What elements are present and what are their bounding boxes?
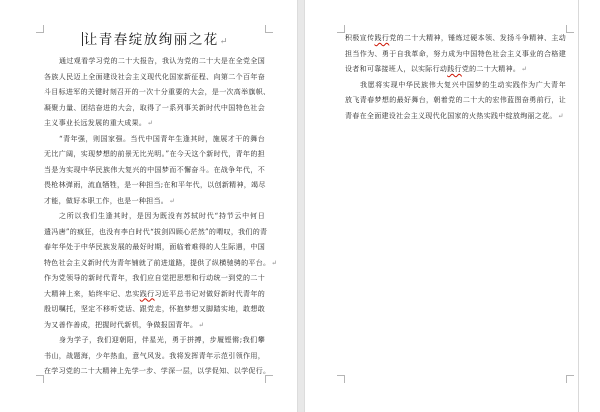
- text-line[interactable]: [44, 132, 265, 148]
- text-line[interactable]: [44, 178, 265, 194]
- text-line[interactable]: [44, 256, 278, 272]
- text-run: 党的二十大精神，锤炼过硬本领、发扬斗争精神、主动: [389, 34, 567, 42]
- text-line[interactable]: [44, 85, 271, 101]
- text-run: 身为学子，我们迎朝阳，伴星光，勇于拼搏，步履铿锵;我们攀: [59, 336, 265, 344]
- page-1[interactable]: [0, 0, 297, 412]
- text-boundary-mark-bottom-right: [265, 375, 273, 383]
- text-line[interactable]: [44, 54, 265, 70]
- text-boundary-mark-top-right: [265, 25, 273, 33]
- text-run: 作为党领导的新时代青年，我们应自觉把思想和行动统一到党的二十: [44, 274, 265, 282]
- paragraph-mark-icon: ↵: [219, 37, 228, 47]
- page-2-text-area[interactable]: [345, 31, 566, 124]
- text-line[interactable]: [44, 101, 265, 117]
- text-cursor: [82, 32, 83, 46]
- text-run: 习近平总书记对做好新时代青年的: [154, 289, 266, 298]
- text-line[interactable]: [44, 116, 265, 132]
- text-boundary-mark-top-left: [337, 25, 345, 33]
- text-run: 担当作为、勇于自我革命，努力成为中国特色社会主义事业的合格建: [345, 49, 566, 58]
- text-run: 放飞青春梦想的最好舞台，朝着党的二十大的宏伟蓝图奋勇前行，让: [345, 96, 566, 104]
- text-line[interactable]: [44, 225, 268, 241]
- text-line[interactable]: [44, 364, 271, 380]
- text-line[interactable]: [345, 47, 566, 63]
- text-line[interactable]: [44, 163, 265, 179]
- text-run: 设者和可靠接班人，以实际行动: [345, 65, 448, 73]
- text-run: 我愿将实现中华民族伟大复兴中国梦的生动实践作为广大青年: [360, 80, 566, 89]
- text-run: 当是为实现中华民族伟大复兴的中国梦而不懈奋斗。在战争年代，不: [44, 165, 265, 174]
- text-run: 青春在全面建设社会主义现代化国家的火热实践中绽放绚丽之花。: [345, 111, 557, 120]
- text-line[interactable]: [44, 318, 265, 334]
- text-line[interactable]: [44, 240, 265, 256]
- paragraph-mark-icon: ↵: [198, 320, 205, 329]
- paragraph-mark-icon: ↵: [169, 196, 175, 205]
- text-line[interactable]: [345, 31, 566, 47]
- text-line[interactable]: [44, 194, 265, 210]
- text-line[interactable]: [44, 333, 265, 349]
- text-line[interactable]: [44, 209, 265, 225]
- text-run: 通过观看学习党的二十大报告，我认为党的二十大是在全党全国: [59, 57, 265, 65]
- text-boundary-mark-bottom-left: [36, 375, 44, 383]
- text-run: 大精神上来，始终牢记、忠实: [44, 289, 140, 298]
- document-title[interactable]: [44, 28, 265, 54]
- paragraph-mark-icon: ↵: [557, 111, 564, 120]
- text-run: 春年华处于中华民族发展的最好时期，面临着难得的人生际遇，中国: [44, 243, 265, 251]
- text-run: 在学习党的二十大精神上先学一步、学深一层，以学促知、以学促行。: [44, 367, 271, 375]
- text-run: 之所以我们生逢其时，是因为既没有苏轼时代“持节云中何日: [59, 212, 265, 220]
- text-line[interactable]: [44, 271, 265, 287]
- text-run: 主义事业长远发展的重大成果。: [44, 119, 147, 127]
- spellcheck-flagged-text: 践行: [447, 65, 462, 73]
- text-run: 殷切嘱托，坚定不移听党话、跟党走，怀抱梦想又脚踏实地，敢想敢: [44, 305, 265, 313]
- text-line[interactable]: [44, 147, 265, 163]
- page-1-text-area[interactable]: [44, 28, 278, 380]
- text-run: 斗目标进军的关键时刻召开的一次十分重要的大会，是一次高举旗帜、: [44, 88, 271, 96]
- page-gap: [297, 0, 305, 412]
- text-line[interactable]: [345, 93, 566, 109]
- text-line[interactable]: [44, 349, 265, 365]
- text-boundary-mark-bottom-right: [566, 375, 574, 383]
- text-line[interactable]: [345, 78, 566, 94]
- text-boundary-mark-bottom-left: [337, 375, 345, 383]
- text-run: 无比广阔，实现梦想的前景无比光明。”在今天这个新时代，青年的担: [44, 150, 265, 158]
- text-run: 积极宣传: [345, 34, 375, 42]
- text-run: 才能，做好本职工作，也是一种担当。: [44, 196, 169, 205]
- text-line[interactable]: [44, 70, 265, 86]
- text-run: 让青春绽放绚丽之花: [83, 32, 219, 48]
- spellcheck-flagged-text: 践行: [374, 34, 390, 42]
- paragraph-mark-icon: ↵: [521, 65, 528, 73]
- right-margin-strip: [579, 0, 600, 412]
- text-run: “青年强，则国家强。当代中国青年生逢其时，施展才干的舞台: [59, 134, 265, 143]
- text-run: 遣冯唐”的疯狂，也没有李白时代“拔剑四顾心茫然”的喟叹，我们的青: [44, 227, 268, 236]
- paragraph-mark-icon: ↵: [147, 119, 154, 127]
- text-boundary-mark-top-left: [36, 25, 44, 33]
- text-run: 畏枪林弹雨，流血牺牲，是一种担当;在和平年代，以创新精神，竭尽: [44, 181, 266, 189]
- text-line[interactable]: [345, 109, 566, 125]
- text-line[interactable]: [44, 302, 265, 318]
- text-run: 书山，战题海，少年热血，意气风发。我将发挥青年示范引领作用，: [44, 351, 265, 360]
- page-2[interactable]: [305, 0, 578, 412]
- text-run: 特色社会主义新时代为青年铺就了前进道路，提供了纵横驰骋的平台。: [44, 258, 271, 267]
- paragraph-mark-icon: ↵: [271, 258, 278, 267]
- spellcheck-flagged-text: 践行: [139, 289, 155, 298]
- text-run: 党的二十大精神。: [461, 65, 521, 73]
- text-boundary-mark-top-right: [566, 25, 574, 33]
- text-line[interactable]: [345, 62, 566, 78]
- text-run: 各族人民迈上全面建设社会主义现代化国家新征程、向第二个百年奋: [44, 72, 265, 81]
- text-run: 为又善作善成，把握时代新机，争做报国青年。: [44, 320, 198, 329]
- text-run: 凝聚力量、团结奋进的大会，取得了一系列事关新时代中国特色社会: [44, 103, 265, 112]
- text-line[interactable]: [44, 287, 265, 303]
